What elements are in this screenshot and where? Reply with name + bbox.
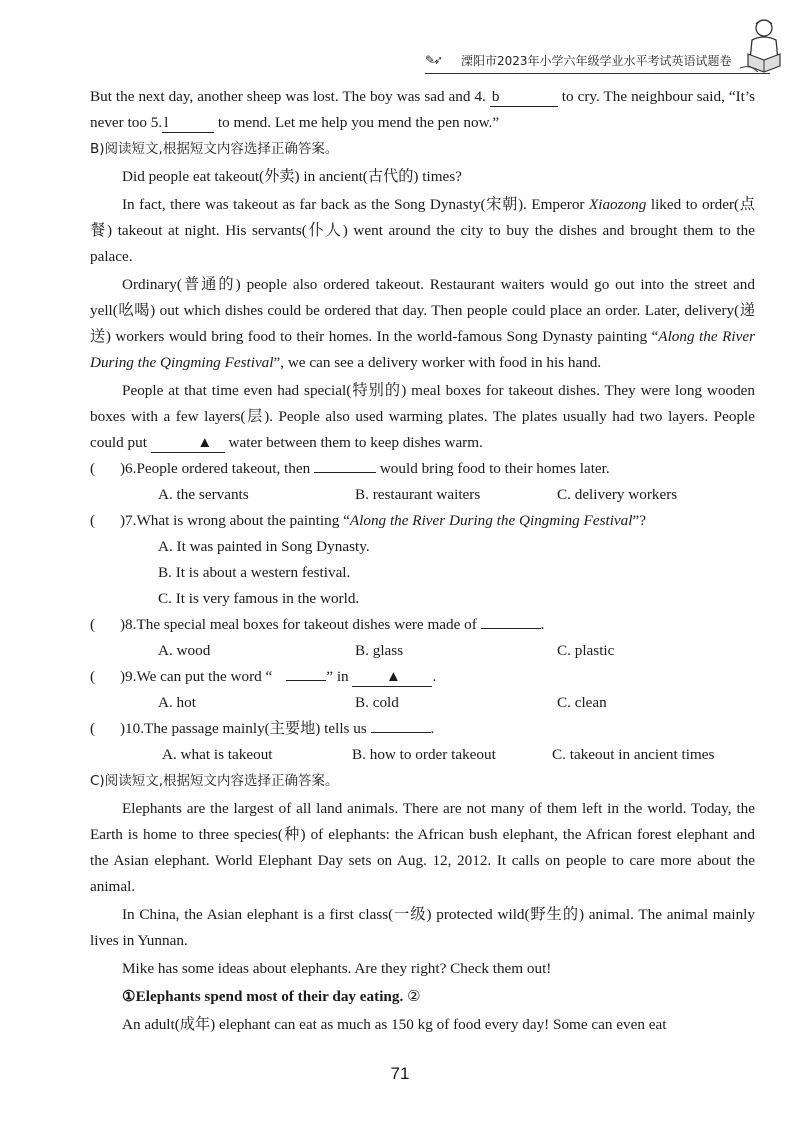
option-c: C. takeout in ancient times: [552, 746, 715, 763]
question-8-blank: [481, 628, 541, 629]
header-title: 溧阳市2023年小学六年级学业水平考试英语试题卷: [461, 53, 732, 68]
answer-paren: (: [90, 512, 96, 529]
question-10: ( )10.The passage mainly(主要地) tells us .: [90, 716, 755, 742]
page-number: 71: [390, 1064, 410, 1083]
section-b-paragraph-4: People at that time even had special(特别的) meal boxes for takeout dishes. They were long wooden boxes with a few layers(层). People also used warming plates. The plates usually had two layers. People could put ▲ water between them to keep dishes warm.: [90, 382, 755, 451]
section-b-paragraph-3: Ordinary(普通的) people also ordered takeout. Restaurant waiters would go out into the street and yell(吆喝) out which dishes could be ordered that day. Then people could place an order. Later, delivery(递送) workers would bring food to their homes. In the world-famous Song Dynasty painting “Along the River During the Qingming Festival”, we can see a delivery worker with food in his hand.: [90, 276, 755, 371]
question-5-number: 5.: [150, 114, 163, 131]
question-8-options: [90, 638, 755, 664]
emperor-name: Xiaozong: [588, 196, 647, 213]
option-c: C. delivery workers: [557, 486, 678, 503]
question-8: ( )8.The special meal boxes for takeout dishes were made of .: [90, 612, 755, 638]
section-c-paragraph-1: Elephants are the largest of all land animals. There are not many of them left in the world. Today, the Earth is home to three species(种) of elephants: the African bush elephant, the African forest elephant and the Asian elephant. World Elephant Day sets on Aug. 12, 2012. It calls on people to care more about the animal.: [90, 800, 755, 895]
option-b: B. cold: [355, 694, 399, 711]
question-6-options: [90, 482, 755, 508]
option-c: C. plastic: [557, 642, 615, 659]
question-10-blank: [371, 732, 431, 733]
circled-question-mark: ②: [407, 988, 421, 1005]
section-b-paragraph-1: Did people eat takeout(外卖) in ancient(古代的) times?: [122, 168, 462, 185]
option-a: A. what is takeout: [162, 746, 273, 763]
section-c-paragraph-2: In China, the Asian elephant is a first class(一级) protected wild(野生的) animal. The animal mainly lives in Yunnan.: [90, 906, 755, 949]
option-a: A. wood: [158, 642, 211, 659]
answer-paren: (: [90, 720, 96, 737]
section-c-paragraph-3: Mike has some ideas about elephants. Are they right? Check them out!: [122, 960, 552, 977]
answer-paren: (: [90, 616, 96, 633]
question-7: ( )7.What is wrong about the painting “Along the River During the Qingming Festival”?: [90, 508, 755, 534]
question-4-number: 4.: [474, 88, 486, 105]
option-b: B. glass: [355, 642, 404, 659]
painting-title: Along the River During the Qingming Festival: [90, 328, 755, 371]
answer-paren: (: [90, 460, 96, 477]
triangle-blank: ▲: [151, 434, 225, 453]
option-c: C. It is very famous in the world.: [158, 590, 360, 607]
question-6: ( )6.People ordered takeout, then would bring food to their homes later.: [90, 456, 755, 482]
question-9: ( )9.We can put the word “ ” in ▲ .: [90, 664, 755, 690]
question-4-answer-blank: b: [490, 88, 558, 107]
option-c: C. clean: [557, 694, 607, 711]
header-rule: [425, 73, 770, 74]
reading-figure-icon: [738, 14, 788, 76]
answer-paren: (: [90, 668, 96, 685]
question-6-blank: [314, 472, 376, 473]
continuation-paragraph: But the next day, another sheep was lost. The boy was sad and 4. b to cry. The neighbour said, “It’s never too 5. l to mend. Let me help you mend the pen now.”: [90, 88, 756, 131]
page-header: [425, 50, 770, 70]
question-9-options: [90, 690, 755, 716]
option-a: A. hot: [158, 694, 196, 711]
option-b: B. restaurant waiters: [355, 486, 481, 503]
question-9-word-blank: [286, 680, 326, 681]
section-b-paragraph-2: In fact, there was takeout as far back as the Song Dynasty(宋朝). Emperor Xiaozong liked to order(点餐) takeout at night. His servants(仆人) went around the city to buy the dishes and brought them to the palace.: [90, 196, 755, 265]
section-c-paragraph-4: An adult(成年) elephant can eat as much as 150 kg of food every day! Some can even eat: [122, 1016, 667, 1033]
section-b-heading: B)阅读短文,根据短文内容选择正确答案。: [90, 141, 339, 157]
question-9-triangle-blank: ▲: [352, 668, 432, 687]
pen-icon: ✎➶: [425, 53, 442, 67]
page-content: [90, 84, 755, 1038]
option-b: B. It is about a western festival.: [158, 564, 351, 581]
question-5-answer-blank: l: [162, 114, 214, 133]
option-a: A. the servants: [158, 486, 249, 503]
question-10-options: [90, 742, 755, 768]
option-b: B. how to order takeout: [352, 746, 496, 763]
section-c-heading: C)阅读短文,根据短文内容选择正确答案。: [90, 773, 339, 789]
idea-1: ①Elephants spend most of their day eating. ②: [122, 988, 421, 1005]
option-a: A. It was painted in Song Dynasty.: [158, 538, 370, 555]
